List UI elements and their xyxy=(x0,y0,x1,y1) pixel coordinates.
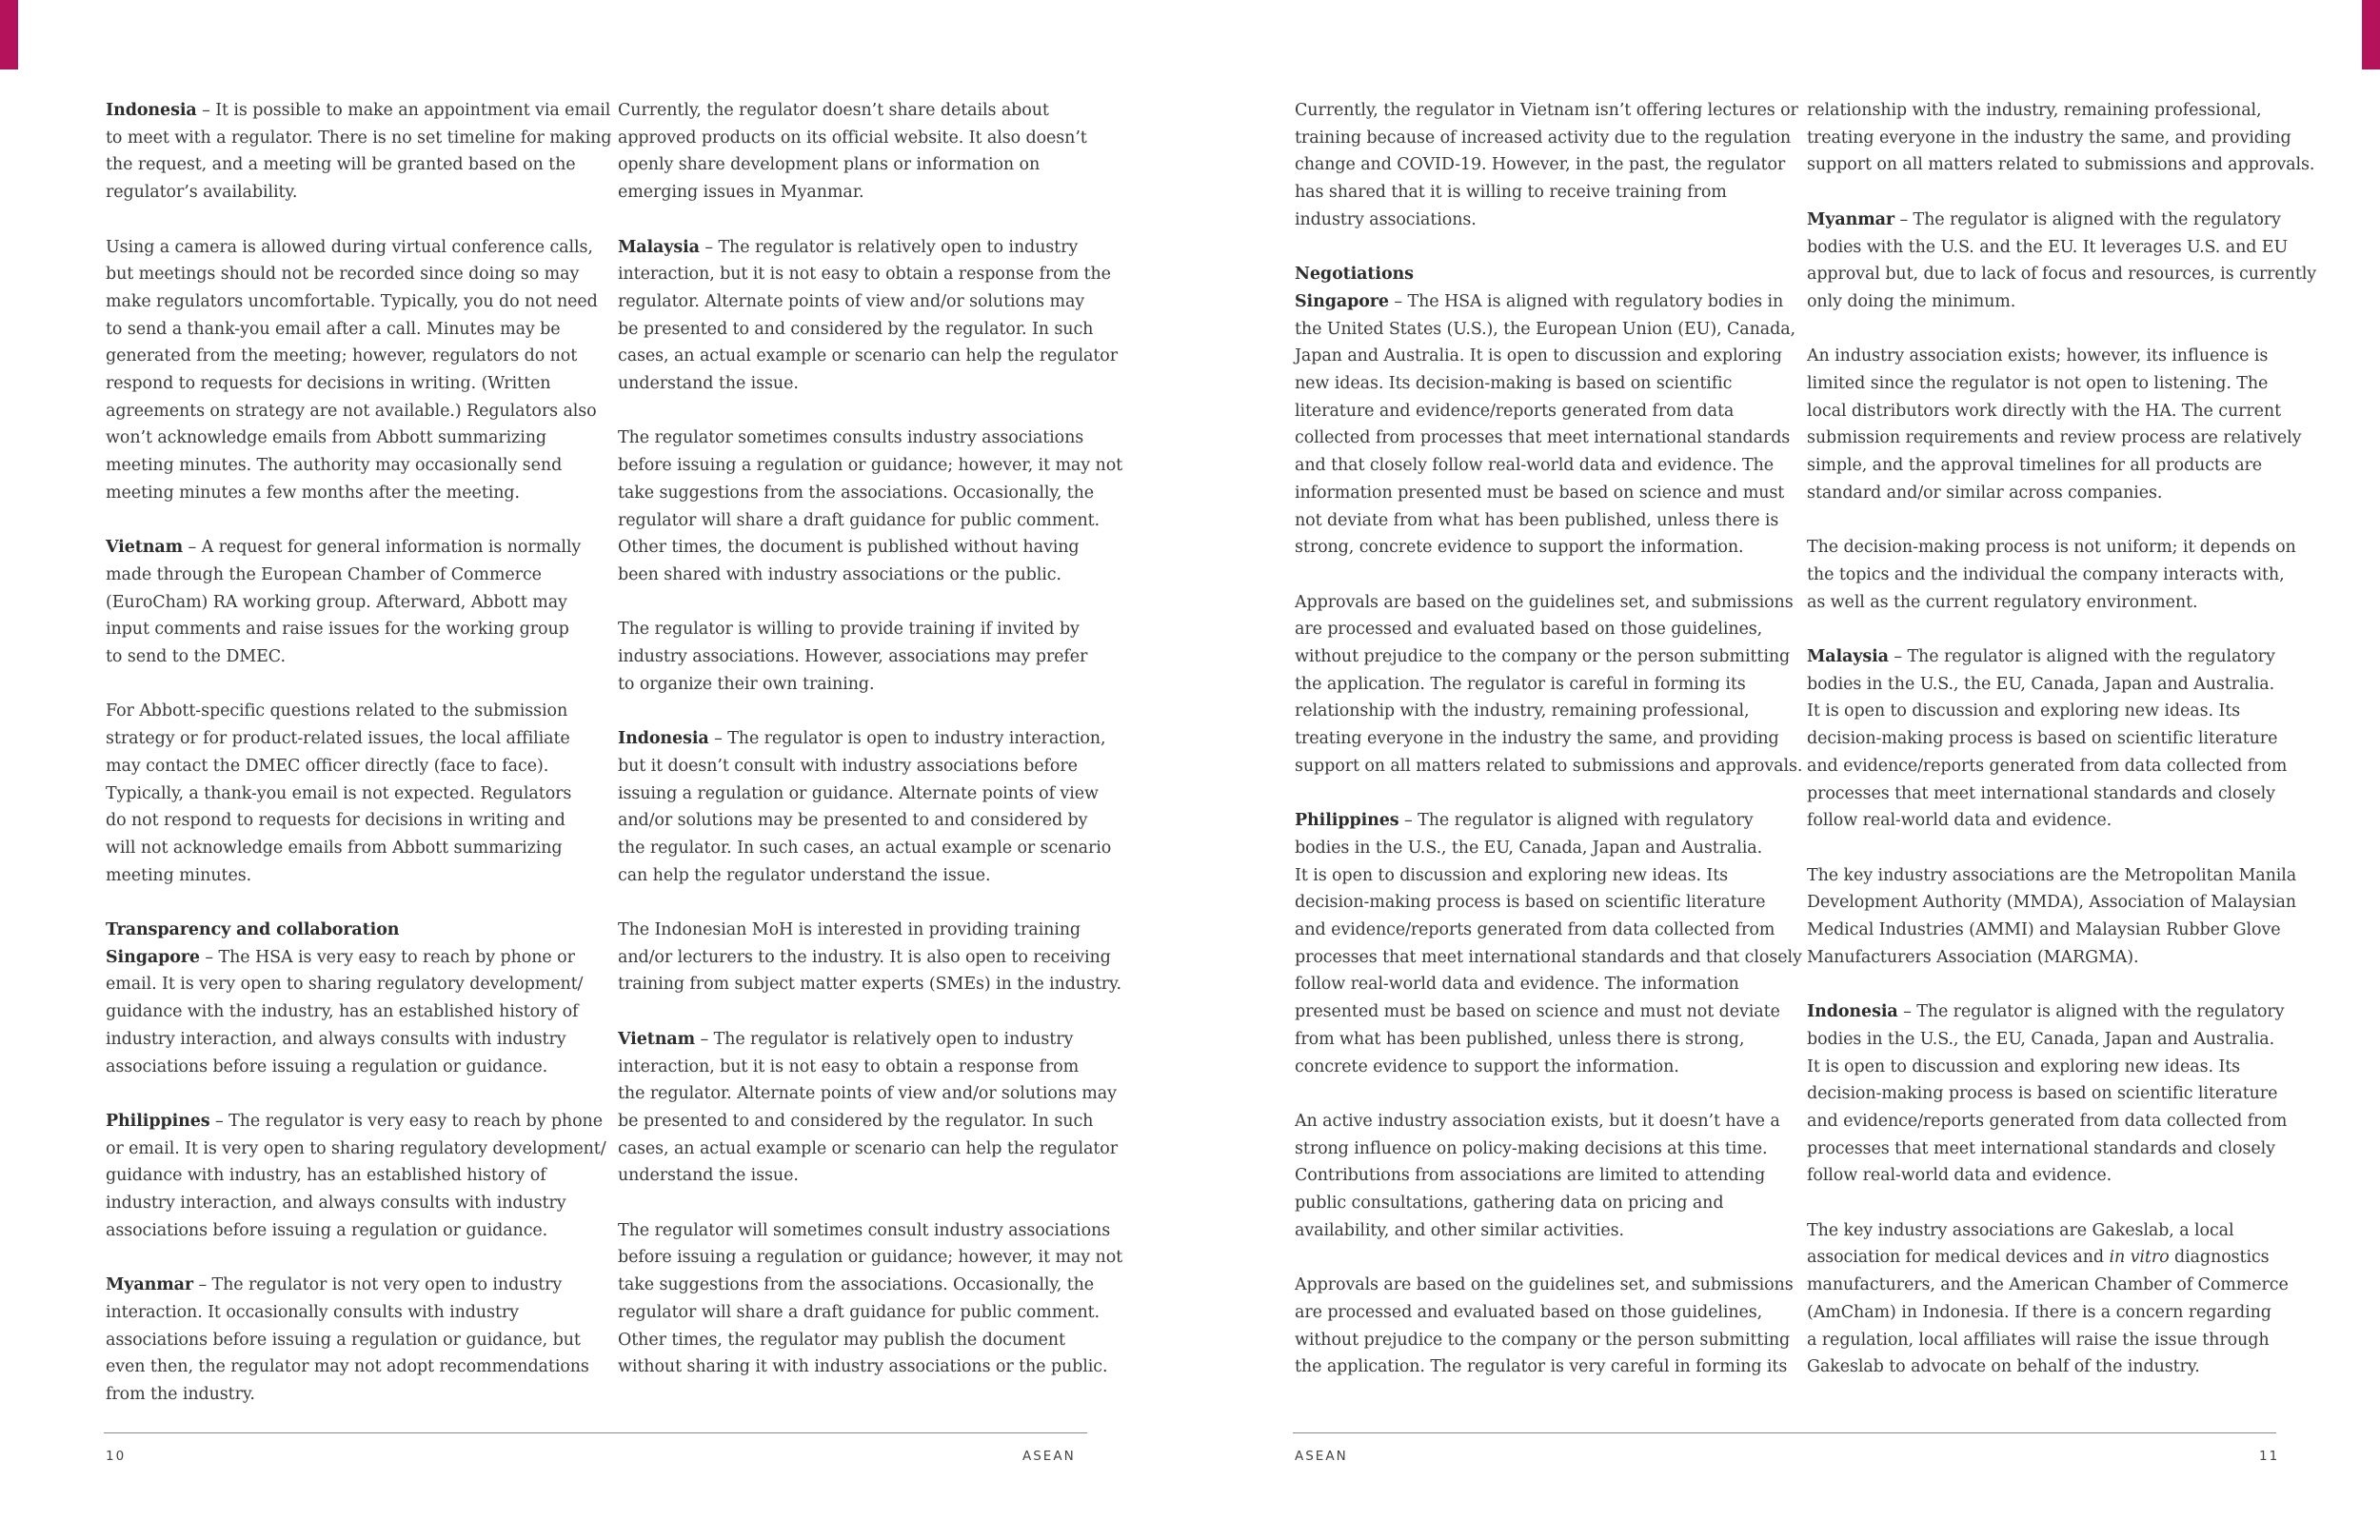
paragraph xyxy=(1295,807,1802,1080)
text-line: has shared that it is willing to receive training from xyxy=(1295,183,1727,203)
text-line: limited since the regulator is not open to listening. The xyxy=(1807,374,2269,393)
right-section-label: ASEAN xyxy=(1295,1449,1348,1464)
text-line: without sharing it with industry associations or the public. xyxy=(618,1357,1108,1377)
text-line: Other times, the regulator may publish the document xyxy=(618,1330,1065,1350)
text-line: made through the European Chamber of Commerce xyxy=(106,564,542,584)
text-line: meeting minutes. The authority may occasionally send xyxy=(106,456,563,476)
text-line: but meetings should not be recorded since doing so may xyxy=(106,265,580,285)
text-line: (AmCham) in Indonesia. If there is a concern regarding xyxy=(1807,1302,2271,1322)
text-line: The decision-making process is not uniform; it depends on xyxy=(1807,538,2296,558)
text-line: Currently, the regulator in Vietnam isn’t offering lectures or xyxy=(1295,101,1798,120)
text-line xyxy=(106,1108,603,1135)
left-page-number: 10 xyxy=(106,1449,127,1464)
paragraph xyxy=(618,97,1099,207)
bold-heading: Transparency and collaboration xyxy=(106,920,400,940)
bold-heading: Indonesia xyxy=(1807,1002,1898,1022)
text-line: decision-making process is based on scientific literature xyxy=(1807,1084,2278,1104)
paragraph xyxy=(1807,97,2315,179)
text-line: The Indonesian MoH is interested in providing training xyxy=(618,920,1081,940)
text-line: not deviate from what has been published, unless there is xyxy=(1295,510,1779,530)
text-line: decision-making process is based on scientific literature xyxy=(1295,893,1766,913)
text-line: bodies in the U.S., the EU, Canada, Japan and Australia. xyxy=(1807,674,2275,694)
text-line: email. It is very open to sharing regulatory development/ xyxy=(106,975,584,995)
text-line: standard and/or similar across companies. xyxy=(1807,483,2163,503)
text-line: approved products on its official website. It also doesn’t xyxy=(618,128,1087,148)
paragraph xyxy=(1807,643,2288,835)
line-text: diagnostics xyxy=(2169,1248,2270,1268)
text-line: the regulator. In such cases, an actual example or scenario xyxy=(618,838,1112,858)
text-line xyxy=(1295,288,1784,316)
paragraph xyxy=(106,234,598,507)
text-line xyxy=(1807,1244,2288,1272)
line-text: – The regulator is not very open to industry xyxy=(192,1275,563,1295)
text-line: training from subject matter experts (SMEs) in the industry. xyxy=(618,975,1121,995)
left-edge-tab xyxy=(0,0,18,69)
text-line: collected from processes that meet international standards xyxy=(1295,428,1791,448)
text-line: regulator. Alternate points of view and/or solutions may xyxy=(618,291,1085,311)
text-line: are processed and evaluated based on those guidelines, xyxy=(1295,620,1763,640)
text-line: before issuing a regulation or guidance; however, it may not xyxy=(618,456,1123,476)
text-line: generated from the meeting; however, regulators do not xyxy=(106,346,578,366)
text-line: submission requirements and review process are relatively xyxy=(1807,428,2302,448)
line-text: – The HSA is aligned with regulatory bodies in xyxy=(1388,291,1784,311)
text-line: agreements on strategy are not available.) Regulators also xyxy=(106,401,597,421)
text-line: new ideas. Its decision-making is based on scientific xyxy=(1295,374,1733,394)
bold-heading: Indonesia xyxy=(618,729,709,749)
text-line: interaction, but it is not easy to obtain a response from xyxy=(618,1056,1080,1076)
paragraph xyxy=(1295,1272,1794,1381)
text-line: training because of increased activity due to the regulation xyxy=(1295,128,1792,148)
text-line: The key industry associations are the Metropolitan Manila xyxy=(1807,865,2297,885)
text-line: only doing the minimum. xyxy=(1807,291,2016,311)
text-line xyxy=(618,1026,1099,1054)
text-line: bodies in the U.S., the EU, Canada, Japan and Australia. xyxy=(1807,1029,2275,1049)
text-line: to meet with a regulator. There is no set timeline for making xyxy=(106,128,612,148)
text-line: regulator will share a draft guidance for public comment. xyxy=(618,510,1101,530)
paragraph xyxy=(618,1217,1123,1381)
paragraph xyxy=(1807,862,2297,972)
text-line: An industry association exists; however, its influence is xyxy=(1807,346,2269,366)
text-line: the application. The regulator is very careful in forming its xyxy=(1295,1357,1788,1377)
text-line: cases, an actual example or scenario can help the regulator xyxy=(618,346,1118,366)
paragraph xyxy=(1807,207,2317,316)
bold-heading: Philippines xyxy=(106,1111,210,1131)
text-line: or email. It is very open to sharing regulatory development/ xyxy=(106,1138,606,1158)
text-line: simple, and the approval timelines for all products are xyxy=(1807,456,2263,476)
text-line: and/or lecturers to the industry. It is also open to receiving xyxy=(618,947,1111,967)
line-text: – The regulator is aligned with regulatory xyxy=(1398,811,1754,831)
text-line: change and COVID-19. However, in the past, the regulator xyxy=(1295,155,1786,175)
text-line: industry associations. xyxy=(1295,209,1477,229)
text-line: from what has been published, unless there is strong, xyxy=(1295,1029,1745,1049)
line-text: – The regulator is open to industry interaction, xyxy=(708,729,1106,749)
text-line: interaction, but it is not easy to obtain a response from the xyxy=(618,265,1111,285)
left-page-column-1 xyxy=(106,97,612,1409)
text-line: and/or solutions may be presented to and considered by xyxy=(618,811,1088,831)
text-line: An active industry association exists, but it doesn’t have a xyxy=(1295,1111,1780,1131)
text-line: information presented must be based on science and must xyxy=(1295,483,1785,503)
text-line: won’t acknowledge emails from Abbott summarizing xyxy=(106,428,547,448)
text-line: Manufacturers Association (MARGMA). xyxy=(1807,947,2139,967)
text-line: presented must be based on science and must not deviate xyxy=(1295,1002,1780,1022)
text-line: industry interaction, and always consults with industry xyxy=(106,1194,566,1214)
text-line: The regulator will sometimes consult industry associations xyxy=(618,1220,1111,1240)
italic-term: in vitro xyxy=(2109,1248,2170,1268)
text-line: make regulators uncomfortable. Typically, you do not need xyxy=(106,291,598,311)
text-line xyxy=(106,917,586,944)
text-line: the regulator. Alternate points of view and/or solutions may xyxy=(618,1084,1117,1104)
paragraph xyxy=(618,917,1121,998)
text-line: input comments and raise issues for the working group xyxy=(106,620,569,640)
text-line: interaction. It occasionally consults with industry xyxy=(106,1302,519,1322)
bold-heading: Malaysia xyxy=(618,237,700,257)
bold-heading: Singapore xyxy=(1295,291,1389,311)
text-line: public consultations, gathering data on pricing and xyxy=(1295,1194,1724,1214)
paragraph xyxy=(106,97,612,207)
line-text: – The regulator is relatively open to industry xyxy=(699,237,1079,257)
text-line: availability, and other similar activities. xyxy=(1295,1220,1624,1240)
paragraph xyxy=(106,1108,606,1245)
text-line: may contact the DMEC officer directly (face to face). xyxy=(106,756,549,776)
text-line: do not respond to requests for decisions in writing and xyxy=(106,811,565,831)
line-text: – The regulator is aligned with the regulatory xyxy=(1897,1002,2285,1022)
text-line: bodies with the U.S. and the EU. It leverages U.S. and EU xyxy=(1807,237,2289,257)
text-line: guidance with industry, has an established history of xyxy=(106,1166,546,1186)
text-line: can help the regulator understand the issue. xyxy=(618,865,991,885)
line-text: – The regulator is very easy to reach by phone xyxy=(209,1111,603,1131)
paragraph xyxy=(1295,1108,1780,1245)
text-line: Approvals are based on the guidelines set, and submissions xyxy=(1295,1275,1794,1295)
paragraph xyxy=(618,424,1123,588)
text-line: without prejudice to the company or the person submitting xyxy=(1295,1330,1791,1350)
text-line: literature and evidence/reports generated from data xyxy=(1295,401,1735,421)
bold-heading: Negotiations xyxy=(1295,265,1414,285)
paragraph xyxy=(106,534,586,671)
text-line: the topics and the individual the company interacts with, xyxy=(1807,564,2285,584)
text-line xyxy=(106,97,611,125)
text-line: meeting minutes. xyxy=(106,865,252,885)
text-line: industry interaction, and always consults with industry xyxy=(106,1029,566,1049)
right-page-number: 11 xyxy=(2259,1449,2280,1464)
text-line: Typically, a thank-you email is not expected. Regulators xyxy=(106,783,572,803)
text-line: follow real-world data and evidence. xyxy=(1807,811,2112,831)
left-section-label: ASEAN xyxy=(1022,1449,1076,1464)
text-line: as well as the current regulatory environment. xyxy=(1807,592,2198,612)
text-line: Other times, the document is published without having xyxy=(618,538,1080,558)
bold-heading: Myanmar xyxy=(106,1275,193,1295)
text-line: support on all matters related to submissions and approvals. xyxy=(1295,756,1803,776)
text-line: a regulation, local affiliates will raise the issue through xyxy=(1807,1330,2270,1350)
text-line: processes that meet international standards and closely xyxy=(1807,783,2275,803)
text-line: openly share development plans or information on xyxy=(618,155,1041,175)
text-line xyxy=(1807,998,2288,1026)
paragraph xyxy=(1807,343,2302,506)
text-line: (EuroCham) RA working group. Afterward, Abbott may xyxy=(106,592,567,612)
text-line: The key industry associations are Gakeslab, a local xyxy=(1807,1220,2234,1240)
text-line: industry associations. However, associations may prefer xyxy=(618,647,1088,667)
right-footer-rule xyxy=(1293,1432,2276,1433)
text-line: follow real-world data and evidence. xyxy=(1807,1166,2112,1186)
text-line: and evidence/reports generated from data collected from xyxy=(1295,920,1775,940)
right-page-column-2 xyxy=(1807,97,2317,1381)
left-page-column-2 xyxy=(618,97,1123,1381)
line-text: – The regulator is aligned with the regulatory xyxy=(1888,647,2275,666)
text-line: to send to the DMEC. xyxy=(106,647,286,667)
text-line: manufacturers, and the American Chamber of Commerce xyxy=(1807,1275,2289,1295)
text-line: Medical Industries (AMMI) and Malaysian Rubber Glove xyxy=(1807,920,2281,940)
text-line: take suggestions from the associations. Occasionally, the xyxy=(618,1275,1095,1295)
text-line: take suggestions from the associations. Occasionally, the xyxy=(618,483,1095,503)
paragraph xyxy=(1295,97,1798,234)
text-line xyxy=(618,234,1099,262)
text-line: Currently, the regulator doesn’t share details about xyxy=(618,101,1049,120)
text-line: processes that meet international standards and that closely xyxy=(1295,947,1802,967)
text-line: The regulator sometimes consults industry associations xyxy=(618,428,1084,448)
paragraph xyxy=(618,1026,1118,1190)
text-line: Approvals are based on the guidelines set, and submissions xyxy=(1295,592,1794,612)
paragraph xyxy=(618,234,1118,398)
text-line: It is open to discussion and exploring new ideas. Its xyxy=(1295,865,1729,885)
text-line: decision-making process is based on scientific literature xyxy=(1807,729,2278,749)
text-line: understand the issue. xyxy=(618,1166,799,1186)
text-line: strong influence on policy-making decisions at this time. xyxy=(1295,1138,1768,1158)
text-line: Gakeslab to advocate on behalf of the industry. xyxy=(1807,1357,2200,1377)
bold-heading: Myanmar xyxy=(1807,209,1894,229)
bold-heading: Vietnam xyxy=(106,538,184,558)
text-line: from the industry. xyxy=(106,1384,255,1404)
line-text: – The regulator is relatively open to industry xyxy=(695,1029,1074,1049)
text-line xyxy=(618,725,1106,753)
text-line: treating everyone in the industry the same, and providing xyxy=(1807,128,2291,148)
text-line xyxy=(1807,207,2288,234)
right-edge-tab xyxy=(2362,0,2380,69)
text-line: even then, the regulator may not adopt recommendations xyxy=(106,1357,589,1377)
line-text: association for medical devices and xyxy=(1807,1248,2110,1268)
text-line: associations before issuing a regulation or guidance, but xyxy=(106,1330,581,1350)
text-line: It is open to discussion and exploring new ideas. Its xyxy=(1807,1056,2241,1076)
text-line: For Abbott-specific questions related to the submission xyxy=(106,701,568,721)
paragraph xyxy=(1807,1217,2288,1381)
text-line: relationship with the industry, remaining professional, xyxy=(1295,701,1750,721)
text-line: understand the issue. xyxy=(618,374,799,394)
paragraph xyxy=(1807,998,2288,1190)
bold-heading: Philippines xyxy=(1295,811,1399,831)
text-line: approval but, due to lack of focus and resources, is currently xyxy=(1807,265,2317,285)
text-line: but it doesn’t consult with industry associations before xyxy=(618,756,1078,776)
text-line: emerging issues in Myanmar. xyxy=(618,183,864,203)
text-line: treating everyone in the industry the same, and providing xyxy=(1295,729,1779,749)
left-footer-rule xyxy=(104,1432,1087,1433)
text-line xyxy=(106,944,586,972)
bold-heading: Singapore xyxy=(106,947,200,967)
text-line: before issuing a regulation or guidance; however, it may not xyxy=(618,1248,1123,1268)
text-line: and evidence/reports generated from data collected from xyxy=(1807,1111,2288,1131)
text-line: to organize their own training. xyxy=(618,674,875,694)
text-line: and evidence/reports generated from data collected from xyxy=(1807,756,2288,776)
text-line: relationship with the industry, remaining professional, xyxy=(1807,101,2262,120)
text-line: will not acknowledge emails from Abbott summarizing xyxy=(106,838,563,858)
bold-heading: Malaysia xyxy=(1807,647,1889,666)
paragraph xyxy=(1807,534,2296,616)
text-line: strong, concrete evidence to support the information. xyxy=(1295,538,1744,558)
paragraph xyxy=(618,616,1099,698)
paragraph xyxy=(1295,589,1803,780)
text-line: the request, and a meeting will be granted based on the xyxy=(106,155,576,175)
text-line: associations before issuing a regulation or guidance. xyxy=(106,1220,548,1240)
text-line: strategy or for product-related issues, the local affiliate xyxy=(106,729,570,749)
text-line: bodies in the U.S., the EU, Canada, Japan and Australia. xyxy=(1295,838,1763,858)
text-line: the application. The regulator is careful in forming its xyxy=(1295,674,1746,694)
paragraph xyxy=(106,698,586,889)
text-line: concrete evidence to support the information. xyxy=(1295,1056,1679,1076)
text-line: the United States (U.S.), the European Union (EU), Canada, xyxy=(1295,319,1796,339)
text-line: been shared with industry associations or the public. xyxy=(618,564,1061,584)
line-text: – The regulator is aligned with the regulatory xyxy=(1894,209,2281,229)
text-line: Development Authority (MMDA), Association of Malaysian xyxy=(1807,893,2296,913)
text-line: be presented to and considered by the regulator. In such xyxy=(618,1111,1094,1131)
paragraph xyxy=(106,1272,589,1409)
text-line: be presented to and considered by the regulator. In such xyxy=(618,319,1094,339)
text-line: Japan and Australia. It is open to discussion and exploring xyxy=(1295,346,1782,366)
text-line xyxy=(1295,261,1775,288)
line-text: – A request for general information is normally xyxy=(183,538,582,558)
text-line: guidance with the industry, has an established history of xyxy=(106,1002,579,1022)
text-line: issuing a regulation or guidance. Alternate points of view xyxy=(618,783,1099,803)
line-text: – It is possible to make an appointment via email xyxy=(196,101,611,120)
text-line: associations before issuing a regulation or guidance. xyxy=(106,1056,548,1076)
text-line: processes that meet international standards and closely xyxy=(1807,1138,2275,1158)
text-line: The regulator is willing to provide training if invited by xyxy=(618,620,1080,640)
paragraph xyxy=(106,917,586,1080)
bold-heading: Vietnam xyxy=(618,1029,696,1049)
text-line xyxy=(106,1272,586,1299)
text-line: meeting minutes a few months after the meeting. xyxy=(106,483,520,503)
text-line: Contributions from associations are limited to attending xyxy=(1295,1166,1766,1186)
line-text: – The HSA is very easy to reach by phone or xyxy=(199,947,575,967)
text-line xyxy=(106,534,586,562)
text-line xyxy=(1807,643,2288,671)
text-line: support on all matters related to submissions and approvals. xyxy=(1807,155,2315,175)
text-line: regulator will share a draft guidance for public comment. xyxy=(618,1302,1101,1322)
text-line: local distributors work directly with the HA. The current xyxy=(1807,401,2282,421)
text-line: are processed and evaluated based on those guidelines, xyxy=(1295,1302,1763,1322)
right-page-column-1 xyxy=(1295,97,1803,1381)
text-line: and that closely follow real-world data and evidence. The xyxy=(1295,456,1774,476)
text-line: follow real-world data and evidence. The information xyxy=(1295,975,1739,995)
text-line: cases, an actual example or scenario can help the regulator xyxy=(618,1138,1118,1158)
text-line: to send a thank-you email after a call. Minutes may be xyxy=(106,319,561,339)
paragraph xyxy=(1295,261,1796,562)
text-line xyxy=(1295,807,1775,835)
text-line: without prejudice to the company or the person submitting xyxy=(1295,647,1791,667)
text-line: Using a camera is allowed during virtual conference calls, xyxy=(106,237,593,257)
bold-heading: Indonesia xyxy=(106,101,197,120)
paragraph xyxy=(618,725,1112,889)
text-line: respond to requests for decisions in writing. (Written xyxy=(106,374,551,394)
text-line: regulator’s availability. xyxy=(106,183,298,203)
text-line: It is open to discussion and exploring new ideas. Its xyxy=(1807,701,2241,721)
